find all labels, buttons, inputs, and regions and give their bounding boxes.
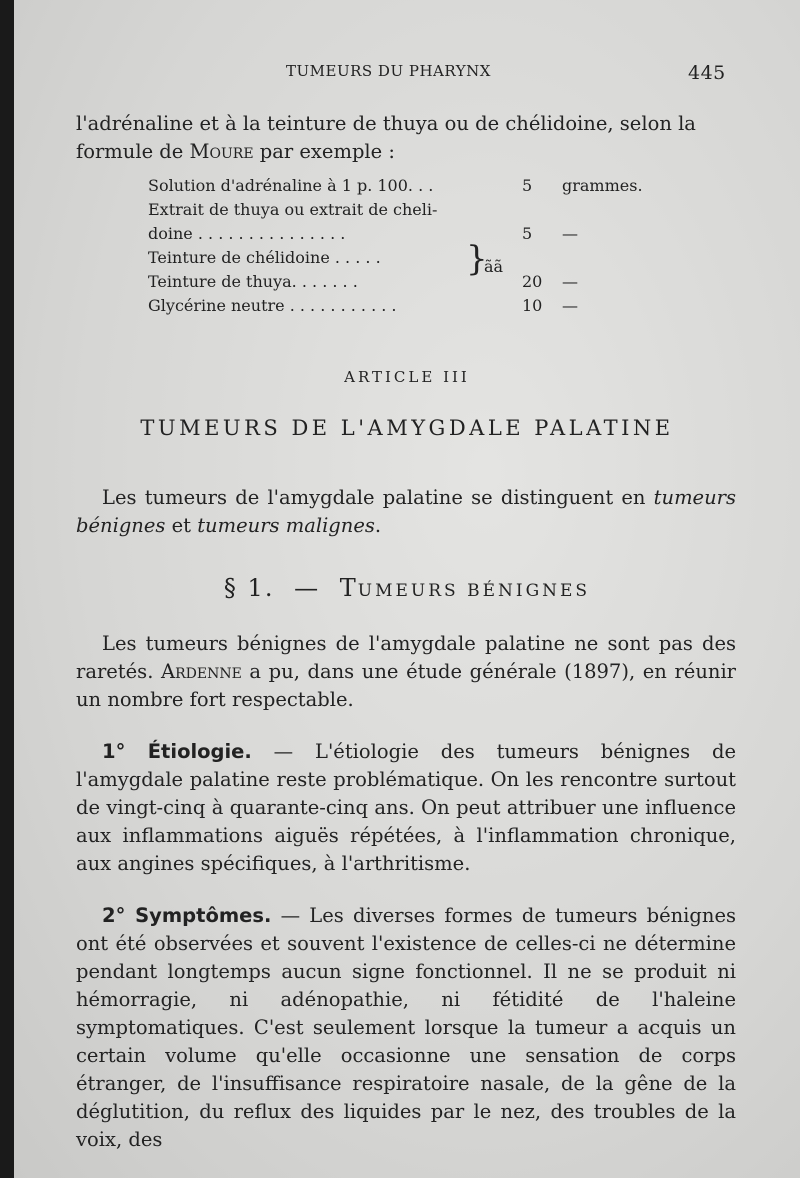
paragraph-etiologie: 1° Étiologie. — L'étiologie des tumeurs bénignes de l'amygdale palatine reste problématique. On les rencontre surtout de vingt-cinq à quarante-cinq ans. On peut attribuer une influence aux inflammations aiguës répétées, à l'inflammation chronique, aux angines spécifiques, à l'arthritisme. [76,740,736,875]
intro-line-2: formule de Moure par exemple : [76,140,395,163]
etiologie-heading: 1° Étiologie. [102,740,252,763]
page-number: 445 [688,62,726,84]
recipe-row: Teinture de chélidoine . . . . . [148,248,381,267]
author-moure: Moure [189,140,254,163]
book-page [14,0,800,1178]
recipe-row: Solution d'adrénaline à 1 p. 100. . . 5 grammes. [148,176,643,195]
recipe-row: Extrait de thuya ou extrait de cheli- [148,200,438,219]
paragraph-symptomes: 2° Symptômes. — Les diverses formes de tumeurs bénignes ont été observées et souvent l'existence de celles-ci ne détermine pendant longtemps aucun signe fonctionnel. Il ne se produit ni hémorragie, ni adénopathie, ni fétidité de l'haleine symptomatiques. C'est seulement lorsque la tumeur a acquis un certain volume qu'elle occasionne une sensation de corps étranger, de l'insuffisance respiratoire nasale, de la gêne de la déglutition, du reflux des liquides par le nez, des troubles de la voix, des [76,904,736,1151]
section-title: TUMEURS DE L'AMYGDALE PALATINE [140,416,674,440]
recipe-row: Teinture de thuya. . . . . . . 20 — [148,272,578,291]
intro-line-1: l'adrénaline et à la teinture de thuya ou de chélidoine, selon la [76,112,696,135]
paragraph-2: Les tumeurs bénignes de l'amygdale palatine ne sont pas des raretés. Ardenne a pu, dans une étude générale (1897), en réunir un nombre fort respectable. [76,632,737,711]
recipe-row: doine . . . . . . . . . . . . . . . 5 — [148,224,578,243]
recipe-formula [148,174,688,318]
paragraph-1: Les tumeurs de l'amygdale palatine se distinguent en tumeurs bénignes et tumeurs malignes. [76,486,736,537]
recipe-row: Glycérine neutre . . . . . . . . . . . 10 — [148,296,578,315]
symptomes-heading: 2° Symptômes. [102,904,272,927]
recipe-brace: } [466,239,488,279]
paragraph-heading: § 1. — TUMEURS BÉNIGNES [223,574,591,602]
running-title: TUMEURS DU PHARYNX [286,62,491,80]
intro-paragraph [76,110,736,166]
author-ardenne: Ardenne [161,660,242,683]
recipe-aa: ãã [484,257,504,276]
page-header [14,62,800,86]
article-heading: ARTICLE III [344,368,470,386]
